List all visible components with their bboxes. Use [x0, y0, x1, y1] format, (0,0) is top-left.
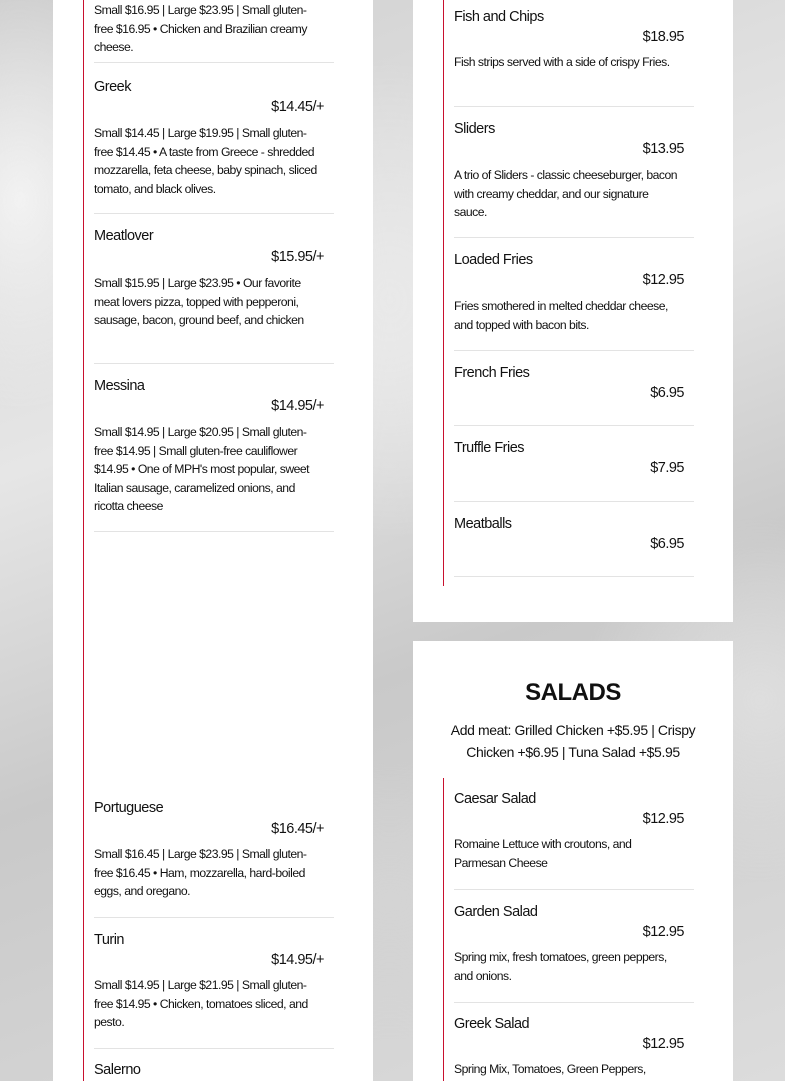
item-price: $12.95	[642, 924, 684, 940]
menu-item-salerno	[94, 1049, 334, 1081]
pizza-menu-card	[53, 0, 373, 1081]
item-price: $12.95	[642, 1036, 684, 1052]
appetizers-menu-card	[413, 0, 733, 622]
item-name: Salerno	[94, 1062, 141, 1078]
item-description: Fries smothered in melted cheddar cheese, and topped with bacon bits.	[454, 299, 668, 332]
menu-item-turin	[94, 918, 334, 1049]
item-name: French Fries	[454, 365, 530, 381]
item-description: Fish strips served with a side of crispy Fries.	[454, 55, 670, 69]
item-price: $6.95	[650, 385, 684, 401]
menu-item-garden-salad	[454, 890, 694, 1003]
item-price: $15.95/+	[271, 249, 324, 265]
item-description: Small $14.95 | Large $20.95 | Small gluten-free $14.95 | Small gluten-free cauliflower $14.95 • One of MPH's most popular, sweet Italian sausage, caramelized onions, and ricotta cheese	[94, 425, 310, 513]
menu-item	[94, 0, 334, 63]
menu-item-french-fries	[454, 351, 694, 426]
menu-item-messina	[94, 364, 334, 532]
section-title: SALADS	[525, 679, 621, 706]
item-name: Turin	[94, 932, 124, 948]
menu-item-sliders	[454, 107, 694, 238]
salads-menu-card	[413, 641, 733, 1081]
item-price: $16.45/+	[271, 821, 324, 837]
menu-item-truffle-fries	[454, 426, 694, 502]
item-name: Fish and Chips	[454, 9, 544, 25]
item-description: Small $14.45 | Large $19.95 | Small gluten-free $14.45 • A taste from Greece - shredded mozzarella, feta cheese, baby spinach, sliced tomato, and black olives.	[94, 126, 317, 196]
item-description: Spring Mix, Tomatoes, Green Peppers,	[454, 1062, 646, 1076]
item-name: Garden Salad	[454, 904, 538, 920]
pizza-item-list	[83, 0, 334, 1081]
item-description: Small $16.45 | Large $23.95 | Small gluten-free $16.45 • Ham, mozzarella, hard-boiled eggs, and oregano.	[94, 847, 307, 898]
item-name: Caesar Salad	[454, 791, 536, 807]
item-name: Loaded Fries	[454, 252, 533, 268]
item-name: Portuguese	[94, 800, 164, 816]
salad-item-list	[443, 778, 694, 1081]
item-price: $13.95	[642, 141, 684, 157]
appetizer-item-list	[443, 0, 694, 586]
menu-item-caesar-salad	[454, 778, 694, 890]
item-description: Spring mix, fresh tomatoes, green peppers, and onions.	[454, 950, 667, 983]
item-price: $12.95	[642, 272, 684, 288]
item-description: Small $15.95 | Large $23.95 • Our favorite meat lovers pizza, topped with pepperoni, sausage, bacon, ground beef, and chicken	[94, 276, 304, 327]
item-price: $6.95	[650, 536, 684, 552]
menu-item-portuguese	[94, 784, 334, 918]
item-description: Small $16.95 | Large $23.95 | Small gluten-free $16.95 • Chicken and Brazilian creamy cheese.	[94, 3, 307, 54]
item-price: $7.95	[650, 460, 684, 476]
menu-item-meatlover	[94, 214, 334, 364]
menu-item-fish-and-chips	[454, 0, 694, 107]
item-name: Meatballs	[454, 516, 512, 532]
item-description: A trio of Sliders - classic cheeseburger, bacon with creamy cheddar, and our signature sauce.	[454, 168, 678, 219]
item-name: Greek Salad	[454, 1016, 530, 1032]
item-description: Small $14.95 | Large $21.95 | Small gluten-free $14.95 • Chicken, tomatoes sliced, and pesto.	[94, 978, 308, 1029]
item-description: Romaine Lettuce with croutons, and Parmesan Cheese	[454, 837, 632, 870]
item-price: $14.95/+	[271, 398, 324, 414]
item-name: Truffle Fries	[454, 440, 525, 456]
menu-item-greek	[94, 63, 334, 214]
item-price: $12.95	[642, 811, 684, 827]
add-meat-note: Add meat: Grilled Chicken +$5.95 | Crispy Chicken +$6.95 | Tuna Salad +$5.95	[450, 722, 696, 760]
item-name: Meatlover	[94, 228, 154, 244]
item-price: $14.45/+	[271, 99, 324, 115]
item-name: Messina	[94, 378, 145, 394]
item-price: $14.95/+	[271, 952, 324, 968]
item-name: Sliders	[454, 121, 495, 137]
menu-item-meatballs	[454, 502, 694, 577]
menu-item-loaded-fries	[454, 238, 694, 351]
item-price: $18.95	[642, 29, 684, 45]
menu-item-greek-salad	[454, 1003, 694, 1081]
item-name: Greek	[94, 79, 131, 95]
